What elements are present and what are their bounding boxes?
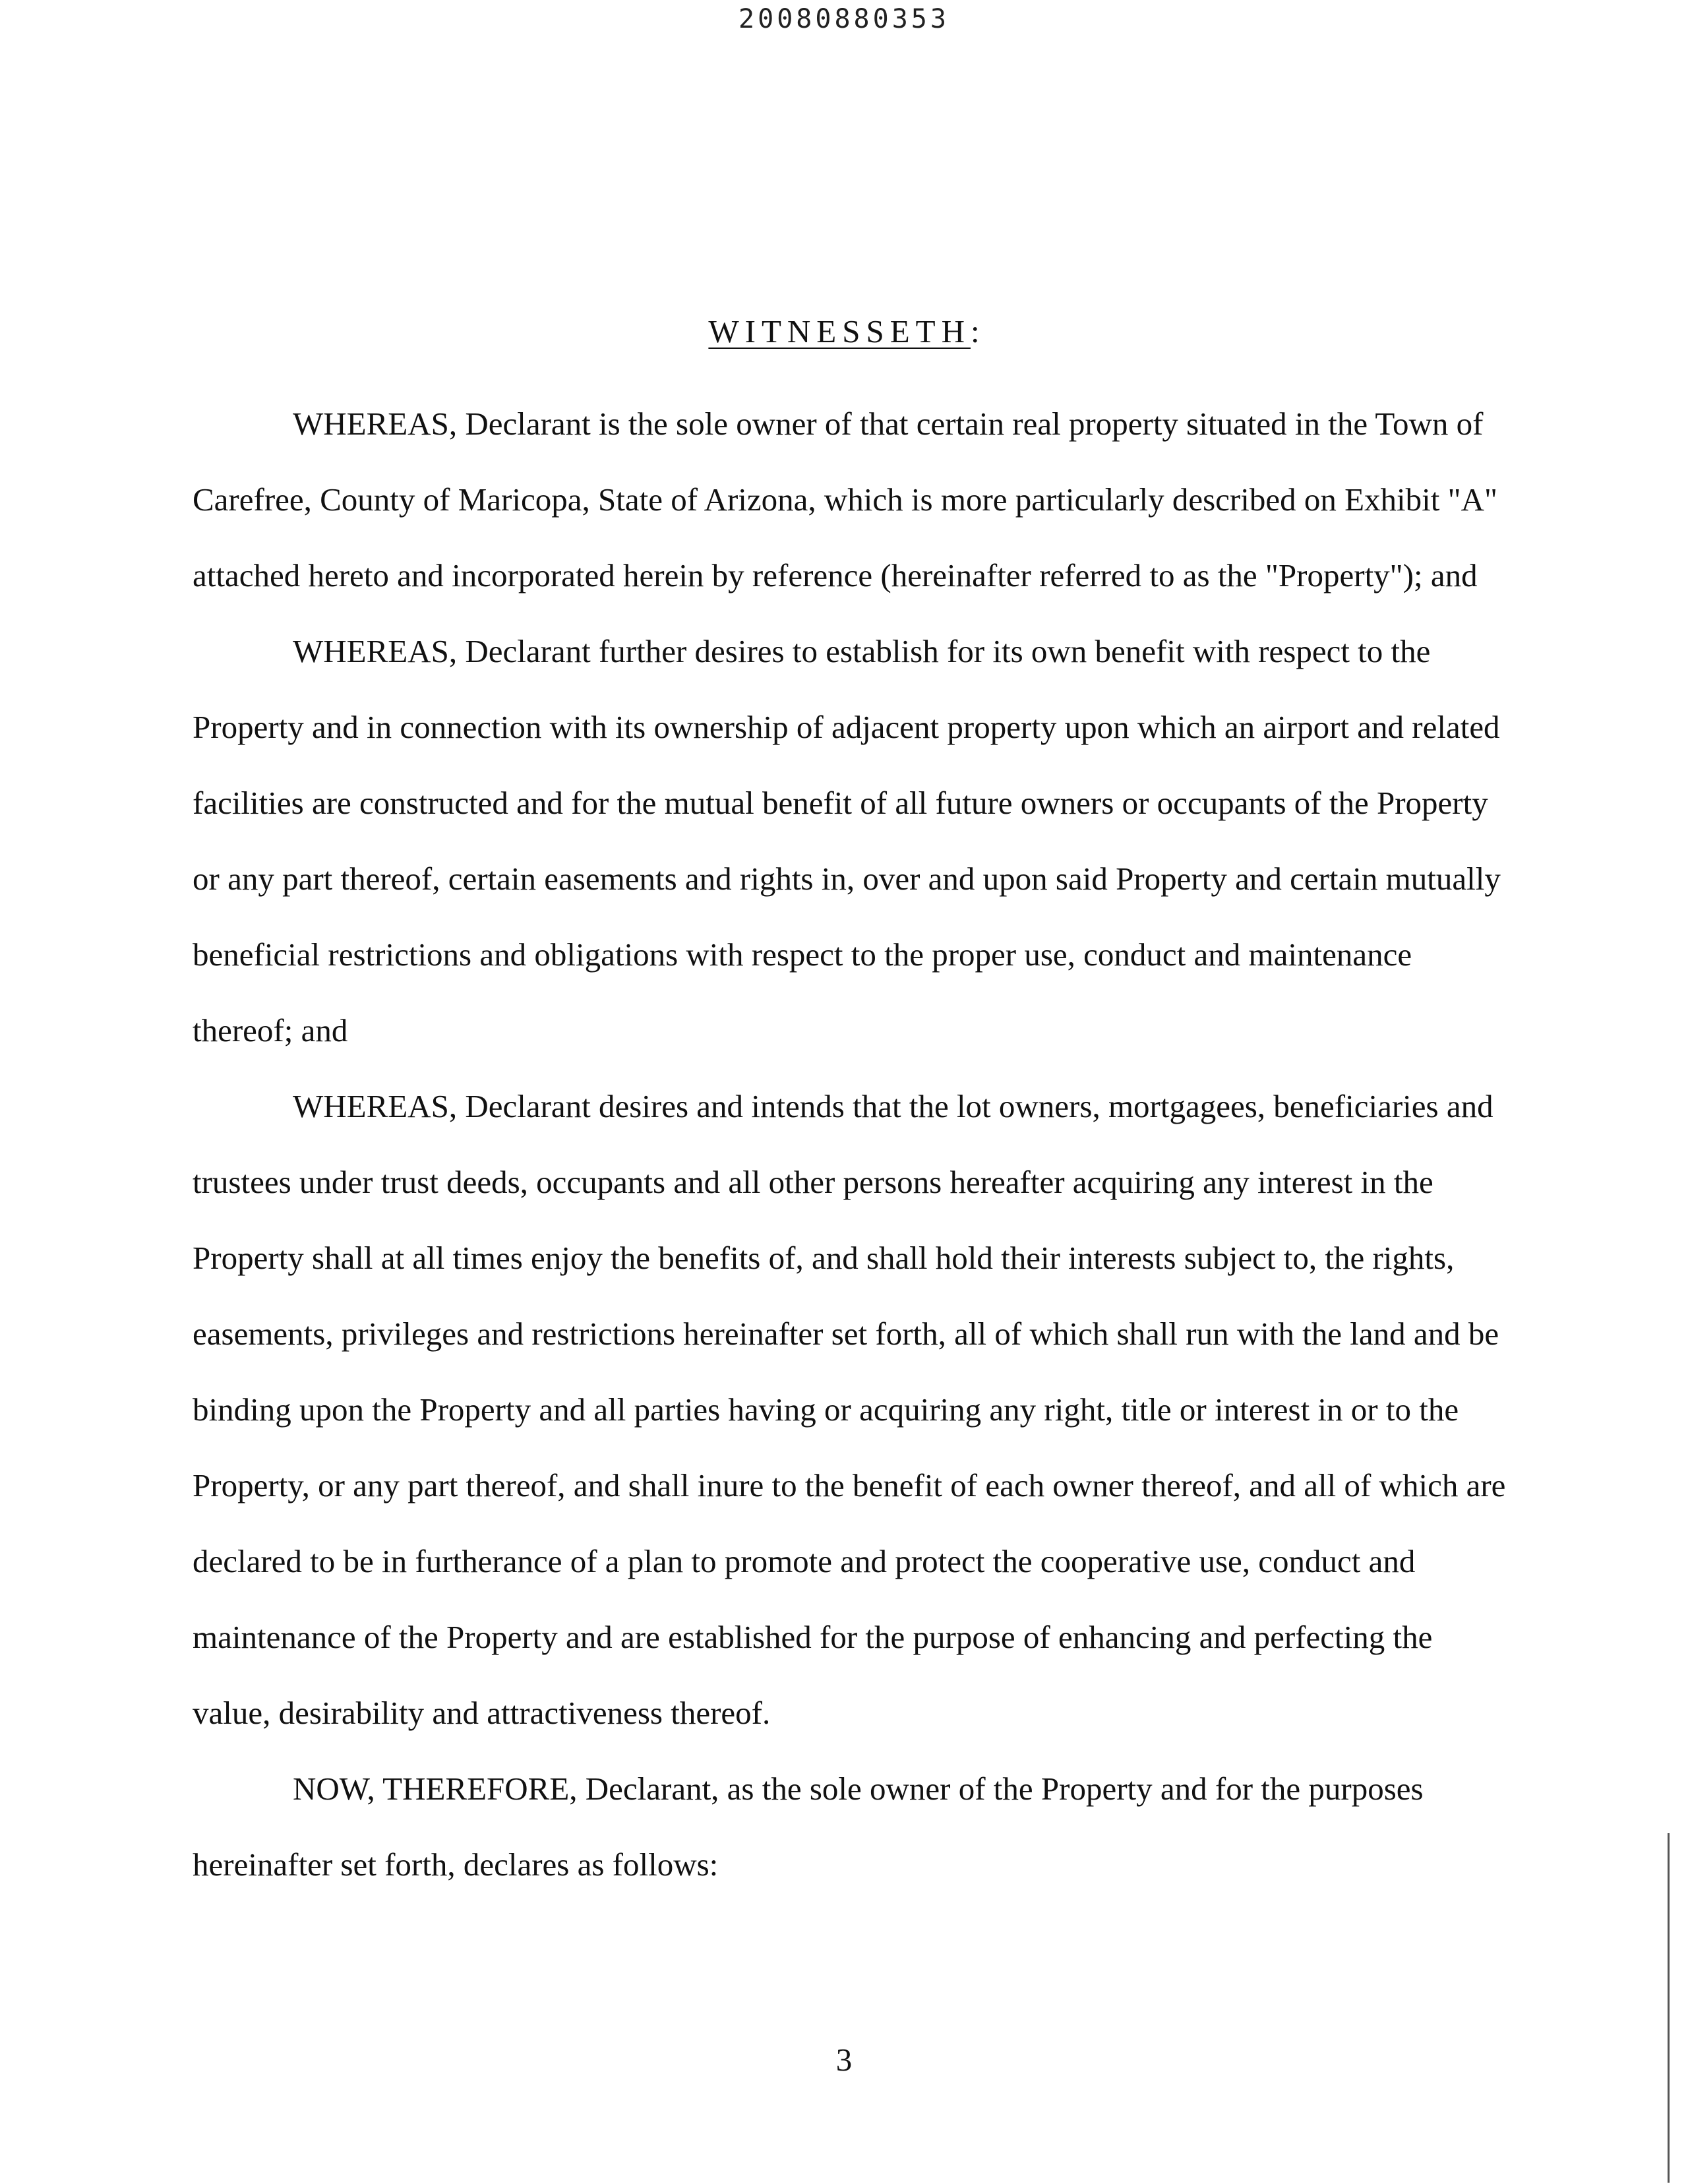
paragraph-whereas-1: WHEREAS, Declarant is the sole owner of that certain real property situated in the Town of Carefree, County of Maricopa, State of Arizona, which is more particularly described on Exhibit "A" attached hereto and incorporated herein by reference (hereinafter referred to as the "Property"); and: [193, 406, 1497, 593]
paragraph-whereas-2: WHEREAS, Declarant further desires to establish for its own benefit with respect to the Property and in connection with its ownership of adjacent property upon which an airport and related facilities are constructed and for the mutual benefit of all future owners or occupants of the Property or any part thereof, certain easements and rights in, over and upon said Property and certain mutually beneficial restrictions and obligations with respect to the proper use, conduct and maintenance thereof; and: [193, 633, 1501, 1048]
heading-text: WITNESSETH: [708, 313, 971, 349]
paragraph-whereas-3: WHEREAS, Declarant desires and intends that the lot owners, mortgagees, beneficiaries and trustees under trust deeds, occupants and all other persons hereafter acquiring any interest in the Property shall at all times enjoy the benefits of, and shall hold their interests subject to, the rights, easements, privileges and restrictions hereinafter set forth, all of which shall run with the land and be binding upon the Property and all parties having or acquiring any right, title or interest in or to the Property, or any part thereof, and shall inure to the benefit of each owner thereof, and all of which are declared to be in furtherance of a plan to promote and protect the cooperative use, conduct and maintenance of the Property and are established for the purpose of enhancing and perfecting the value, desirability and attractiveness thereof.: [193, 1088, 1506, 1731]
section-heading: [0, 313, 1688, 350]
paragraph-now-therefore: NOW, THEREFORE, Declarant, as the sole owner of the Property and for the purposes hereinafter set forth, declares as follows:: [193, 1771, 1424, 1883]
heading-colon: :: [970, 313, 980, 349]
page-number: 3: [835, 2042, 853, 2078]
body-text: [193, 386, 1511, 1902]
scan-edge-line: [1668, 1833, 1670, 2183]
recording-number: 20080880353: [738, 4, 950, 34]
